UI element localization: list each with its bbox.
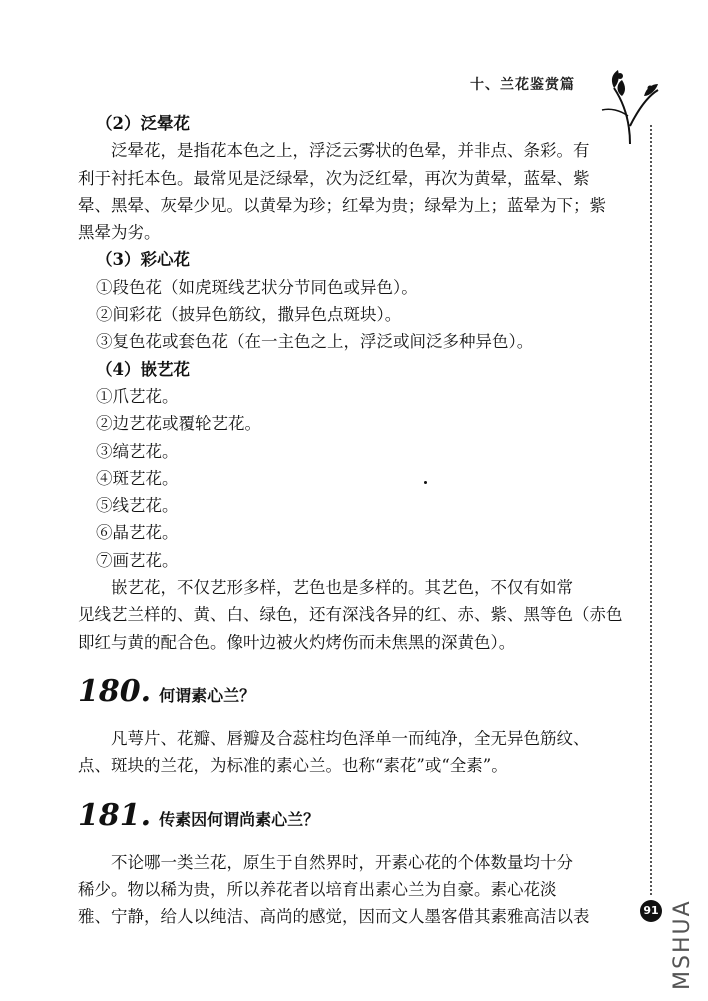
list-item: ④斑艺花。 xyxy=(96,468,179,488)
paragraph xyxy=(78,137,606,246)
list-item: ①段色花（如虎斑线艺状分节同色或异色）。 xyxy=(96,277,418,297)
list-item: ⑥晶艺花。 xyxy=(96,523,179,543)
text-line: 利于衬托本色。最常见是泛绿晕，次为泛红晕，再次为黄晕，蓝晕、紫 xyxy=(78,168,590,188)
list-item: ①爪艺花。 xyxy=(96,386,179,406)
paragraph xyxy=(78,849,598,931)
text-line: 黑晕为劣。 xyxy=(78,223,161,243)
subsection-title: （2）泛晕花 xyxy=(96,114,190,133)
text-line: 点、斑块的兰花，为标准的素心兰。也称“素花”或“全素”。 xyxy=(78,756,508,776)
text-line: 泛晕花，是指花本色之上，浮泛云雾状的色晕，并非点、条彩。有 xyxy=(111,141,590,161)
running-head: 十、兰花鉴赏篇 xyxy=(470,77,575,93)
question-heading-181 xyxy=(78,798,598,833)
question-number: 180. xyxy=(78,673,152,709)
text-line: 不论哪一类兰花，原生于自然界时，开素心花的个体数量均十分 xyxy=(111,852,573,872)
question-title: 何谓素心兰？ xyxy=(159,685,256,705)
question-number: 181. xyxy=(78,797,152,833)
list-item: ⑤线艺花。 xyxy=(96,496,179,516)
list-item: ⑦画艺花。 xyxy=(96,550,179,570)
watermark: MSHUA xyxy=(670,899,695,990)
list-item: ③复色花或套色花（在一主色之上，浮泛或间泛多种异色）。 xyxy=(96,332,534,352)
question-title: 传素因何谓尚素心兰？ xyxy=(159,809,320,829)
text-line: 稀少。物以稀为贵，所以养花者以培育出素心兰为自豪。素心花淡 xyxy=(78,879,557,899)
page-body xyxy=(78,110,623,930)
list-item: ③缟艺花。 xyxy=(96,441,179,461)
paragraph xyxy=(78,725,598,780)
subsection-title: （4）嵌艺花 xyxy=(96,359,190,379)
text-line: 晕、黑晕、灰晕少见。以黄晕为珍；红晕为贵；绿晕为上；蓝晕为下；紫 xyxy=(78,195,606,215)
subsection-title: （3）彩心花 xyxy=(96,250,190,270)
paragraph xyxy=(78,574,623,656)
text-line: 凡萼片、花瓣、唇瓣及合蕊柱均色泽单一而纯净，全无异色筋纹、 xyxy=(111,728,590,748)
list-item: ②间彩花（披异色筋纹，撒异色点斑块）。 xyxy=(96,305,402,325)
text-line: 即红与黄的配合色。像叶边被火灼烤伤而未焦黑的深黄色）。 xyxy=(78,632,516,652)
text-line: 见线艺兰样的、黄、白、绿色，还有深浅各异的红、赤、紫、黑等色（赤色 xyxy=(78,605,623,625)
margin-rule xyxy=(650,125,652,895)
text-line: 雅、宁静，给人以纯洁、高尚的感觉，因而文人墨客借其素雅高洁以表 xyxy=(78,907,590,927)
text-line: 嵌艺花，不仅艺形多样，艺色也是多样的。其艺色，不仅有如常 xyxy=(111,578,573,598)
question-heading-180 xyxy=(78,674,598,709)
page-number: 91 xyxy=(640,900,662,922)
list-item: ②边艺花或覆轮艺花。 xyxy=(96,414,261,434)
print-speck xyxy=(424,481,427,484)
